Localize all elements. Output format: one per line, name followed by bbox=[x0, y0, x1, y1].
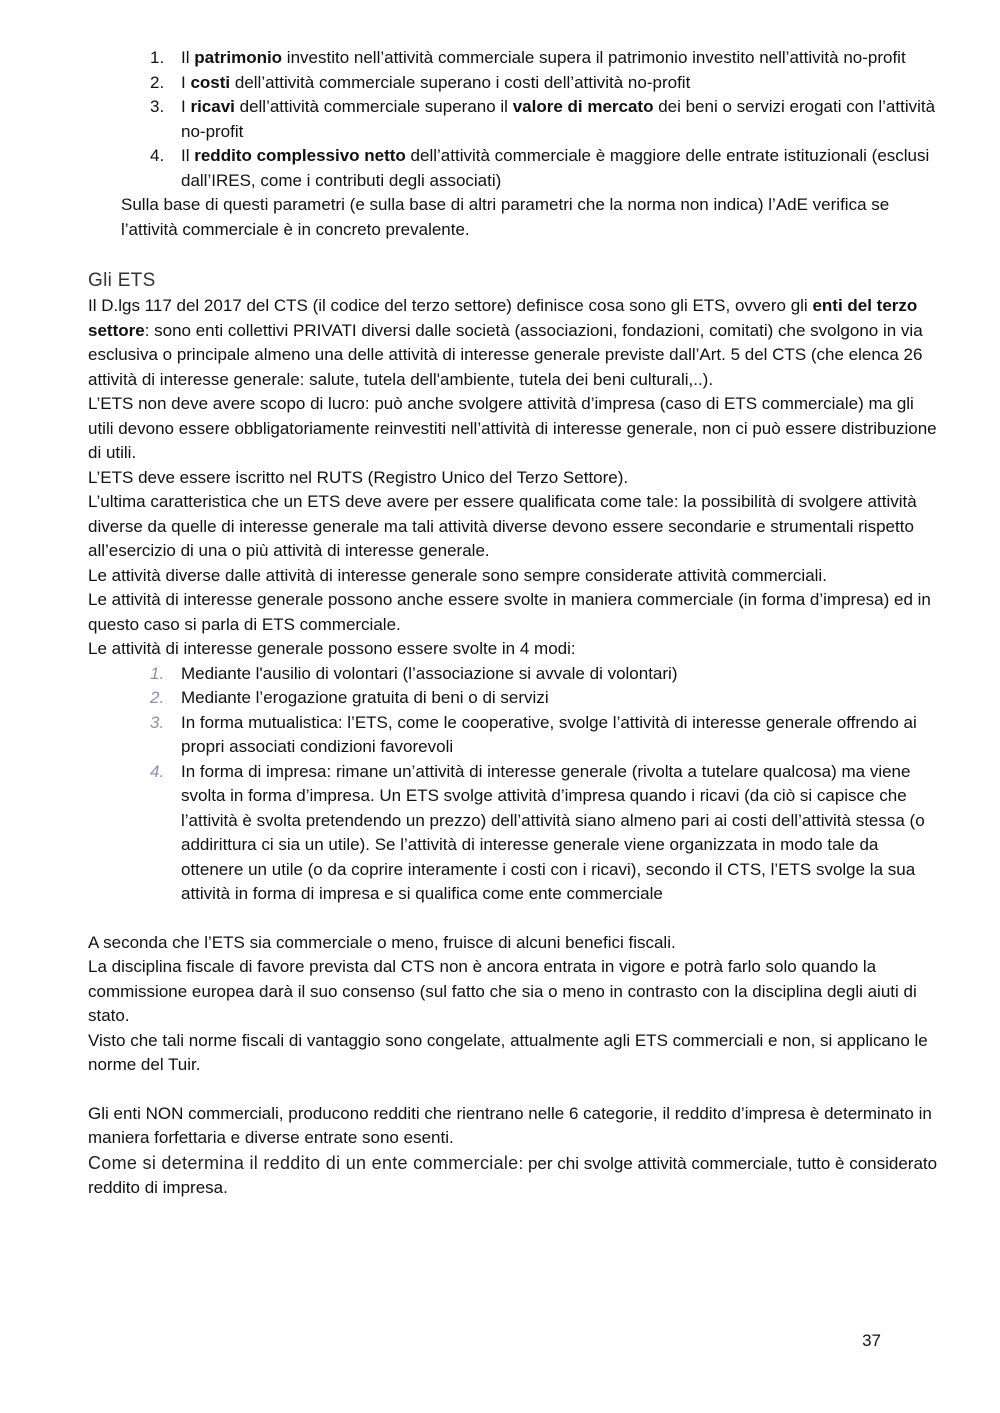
text-run: dell’attività commerciale è maggiore delle entrate istituzionali (esclusi dall’IRES, come i contributi degli associati) bbox=[181, 146, 930, 190]
text-run: Il D.lgs 117 del 2017 del CTS (il codice del terzo settore) definisce cosa sono gli ETS, ovvero gli bbox=[88, 296, 813, 315]
text-run: dell’attività commerciale superano i costi dell’attività no-profit bbox=[230, 72, 691, 92]
list-number: 4. bbox=[150, 146, 165, 165]
modi-list bbox=[88, 662, 938, 907]
text-run: dei beni o servizi erogati con l’attività no-profit bbox=[181, 97, 936, 141]
spacer bbox=[88, 907, 938, 931]
bold-term: reddito complessivo netto bbox=[194, 146, 406, 165]
list-number: 1. bbox=[150, 663, 165, 683]
bold-term: valore di mercato bbox=[512, 97, 654, 116]
spacer bbox=[88, 1078, 938, 1102]
text-run: L’ultima caratteristica che un ETS deve avere per essere qualificata come tale: la possibilità di svolgere attività diverse da quelle di interesse generale ma tali attività diverse devono essere secondarie e strumentali rispetto all’esercizio di una o più attività di interesse generale. bbox=[88, 492, 917, 560]
list-item bbox=[88, 144, 938, 193]
paragraph: La disciplina fiscale di favore prevista dal CTS non è ancora entrata in vigore e potrà farlo solo quando la commissione europea darà il suo consenso (sul fatto che sia o meno in contrasto con la disciplina degli aiuti di stato. bbox=[88, 957, 917, 1025]
section-heading-ets: Gli ETS bbox=[88, 270, 156, 291]
text-run: Le attività di interesse generale possono essere svolte in 4 modi: bbox=[88, 639, 576, 658]
bold-term: enti del terzo settore bbox=[88, 296, 918, 340]
text-run: L’ETS deve essere iscritto nel RUTS (Registro Unico del Terzo Settore). bbox=[88, 467, 629, 487]
text-run: I bbox=[181, 72, 191, 92]
list-number: 2. bbox=[150, 688, 165, 707]
bold-term: ricavi bbox=[190, 97, 235, 116]
list-item bbox=[88, 662, 938, 687]
text-run: dell’attività commerciale superano il bbox=[234, 97, 513, 116]
paragraph bbox=[88, 637, 938, 662]
text-run: Il bbox=[181, 48, 195, 67]
paragraph bbox=[88, 588, 938, 637]
list-item bbox=[88, 711, 938, 760]
list-item-text: Mediante l'ausilio di volontari (l’associazione si avvale di volontari) bbox=[181, 663, 678, 683]
list-item-text: In forma di impresa: rimane un’attività di interesse generale (rivolta a tutelare qualcosa) ma viene svolta in forma d’impresa. Un ETS svolge attività d’impresa quando i ricavi (da ciò si capisce che l’attività è svolta pretendendo un prezzo) dell’attività siano almeno pari ai costi dell’attività stessa (o addirittura ci sia un utile). Se l’attività di interesse generale viene organizzata in modo tale da ottenere un utile (o da coprire interamente i costi con i ricavi), secondo il CTS, l’ETS svolge la sua attività in forma di impresa e si qualifica come ente commerciale bbox=[181, 761, 925, 903]
bold-term: costi bbox=[190, 72, 231, 92]
list-item-text: Mediante l’erogazione gratuita di beni o di servizi bbox=[181, 688, 549, 707]
text-run: : sono enti collettivi PRIVATI diversi dalle società (associazioni, fondazioni, comitati) che svolgono in via esclusiva o principale almeno una delle attività di interesse generale previste dall’Art. 5 del CTS (che elenca 26 attività di interesse generale: salute, tutela dell'ambiente, tutela dei beni culturali,..). bbox=[88, 320, 923, 389]
text-run: Le attività diverse dalle attività di interesse generale sono sempre considerate attività commerciali. bbox=[88, 565, 827, 585]
text-run: I bbox=[181, 97, 191, 116]
paragraph: A seconda che l’ETS sia commerciale o meno, fruisce di alcuni benefici fiscali. bbox=[88, 932, 676, 952]
reddito-paragraph bbox=[88, 1151, 938, 1201]
text-run: L’ETS non deve avere scopo di lucro: può anche svolgere attività d’impresa (caso di ETS commerciale) ma gli utili devono essere obbligatoriamente reinvestiti nell’attività di interesse generale, non ci può essere distribuzione di utili. bbox=[88, 394, 937, 462]
list-number: 2. bbox=[150, 72, 165, 92]
text-run: Il bbox=[181, 146, 195, 165]
list-item bbox=[88, 46, 938, 71]
document-page bbox=[88, 46, 938, 1201]
reddito-text: : per chi svolge attività commerciale, tutto è considerato reddito di impresa. bbox=[88, 1153, 938, 1197]
reddito-inline-heading: Come si determina il reddito di un ente commerciale bbox=[88, 1152, 519, 1173]
bold-term: patrimonio bbox=[194, 48, 283, 67]
list-number: 3. bbox=[150, 712, 165, 732]
ets-paragraphs bbox=[88, 294, 938, 662]
list-item-text: In forma mutualistica: l’ETS, come le cooperative, svolge l’attività di interesse generale offrendo ai propri associati condizioni favorevoli bbox=[181, 712, 917, 756]
list-number: 3. bbox=[150, 97, 165, 116]
paragraph bbox=[88, 294, 938, 392]
list-item bbox=[88, 95, 938, 144]
paragraph: Visto che tali norme fiscali di vantaggio sono congelate, attualmente agli ETS commerciali e non, si applicano le norme del Tuir. bbox=[88, 1030, 928, 1074]
fiscal-paragraphs bbox=[88, 931, 938, 1078]
list-item bbox=[88, 686, 938, 711]
paragraph bbox=[88, 490, 938, 564]
list-number: 4. bbox=[150, 761, 165, 781]
text-run: Le attività di interesse generale possono anche essere svolte in maniera commerciale (in forma d’impresa) ed in questo caso si parla di ETS commerciale. bbox=[88, 590, 931, 634]
parametri-conclusion: Sulla base di questi parametri (e sulla base di altri parametri che la norma non indica) l’AdE verifica se l’attività commerciale è in concreto prevalente. bbox=[121, 195, 890, 239]
text-run: investito nell’attività commerciale supera il patrimonio investito nell’attività no-profit bbox=[282, 48, 906, 67]
paragraph bbox=[88, 564, 938, 589]
page-number: 37 bbox=[862, 1331, 881, 1350]
list-number: 1. bbox=[150, 48, 165, 67]
noncommercial-paragraph: Gli enti NON commerciali, producono redditi che rientrano nelle 6 categorie, il reddito d’impresa è determinato in maniera forfettaria e diverse entrate sono esenti. bbox=[88, 1103, 932, 1147]
paragraph bbox=[88, 392, 938, 466]
paragraph bbox=[88, 466, 938, 491]
list-item bbox=[88, 760, 938, 907]
parametri-list bbox=[88, 46, 938, 193]
list-item bbox=[88, 71, 938, 96]
